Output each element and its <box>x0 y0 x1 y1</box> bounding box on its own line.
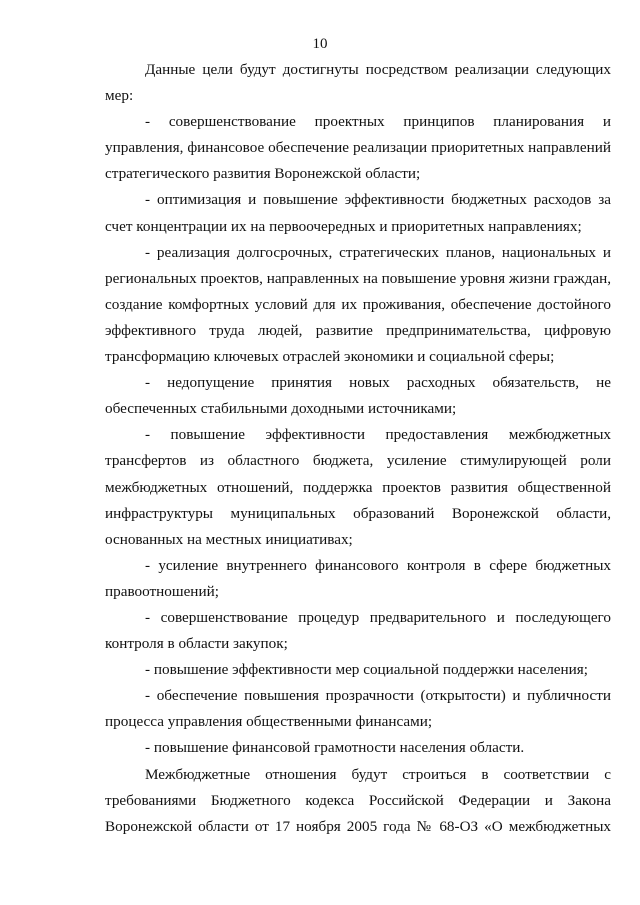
measure-item: - повышение финансовой грамотности населения области. <box>145 739 525 757</box>
intro-paragraph: Данные цели будут достигнуты посредством реализации следующих мер: <box>105 61 611 105</box>
closing-paragraph: Межбюджетные отношения будут строиться в соответствии с требованиями Бюджетного кодекса Российской Федерации и Закона Воронежской области от 17 ноября 2005 года № 68-ОЗ «О межбюджетных <box>105 765 611 835</box>
measure-item: - повышение эффективности предоставления межбюджетных трансфертов из областного бюджета, усиление стимулирующей роли межбюджетных отношений, поддержка проектов развития общественной инфраструктуры муниципальных образований Воронежской области, основанных на местных инициативах; <box>105 426 611 548</box>
measure-item: - усиление внутреннего финансового контроля в сфере бюджетных правоотношений; <box>105 556 611 600</box>
measure-item: - совершенствование процедур предварительного и последующего контроля в области закупок; <box>105 608 611 653</box>
measure-item: - повышение эффективности мер социальной поддержки населения; <box>145 661 589 679</box>
measure-item: - оптимизация и повышение эффективности бюджетных расходов за счет концентрации их на первоочередных и приоритетных направлениях; <box>105 191 611 235</box>
page-number: 10 <box>312 36 328 52</box>
measure-item: - реализация долгосрочных, стратегических планов, национальных и региональных проектов, направленных на повышение уровня жизни граждан, создание комфортных условий для их проживания, обеспечение достойного эффективного труда людей, развитие предпринимательства, цифровую трансформацию ключевых отраслей экономики и социальной сферы; <box>105 243 611 366</box>
measure-item: - обеспечение повышения прозрачности (открытости) и публичности процесса управления общественными финансами; <box>105 687 611 731</box>
measure-item: - совершенствование проектных принципов планирования и управления, финансовое обеспечение реализации приоритетных направлений стратегического развития Воронежской области; <box>105 113 611 183</box>
measure-item: - недопущение принятия новых расходных обязательств, не обеспеченных стабильными доходными источниками; <box>105 374 611 418</box>
document-body <box>105 57 611 840</box>
